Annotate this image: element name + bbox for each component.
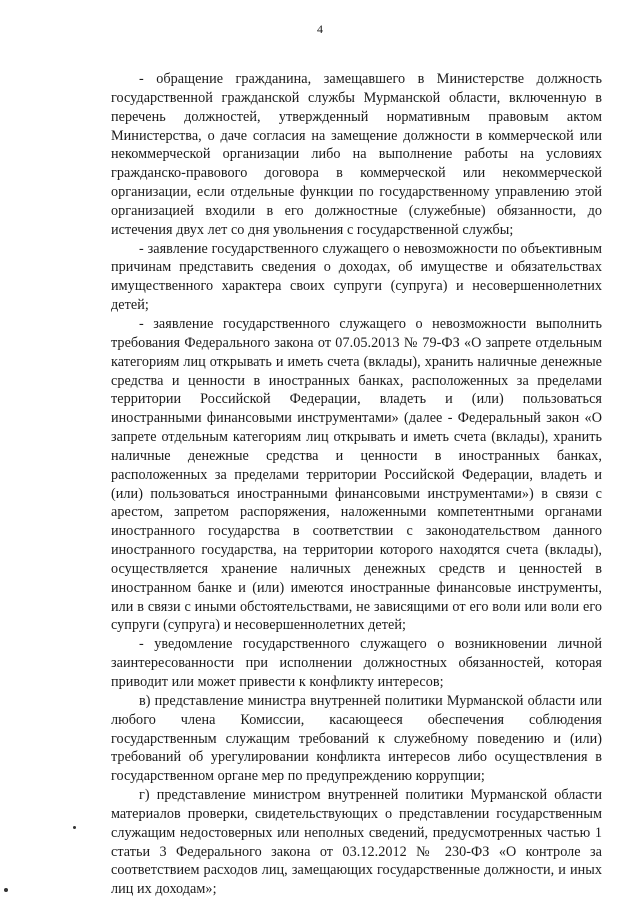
paragraph-item-g: г) представление министром внутренней политики Мурманской области материалов проверки, свидетельствующих о представлении государственным служащим недостоверных или неполных сведений, предусмотренных частью 1 статьи 3 Федерального закона от 03.12.2012 № 230-ФЗ «О контроле за соответствием расходов лиц, замещающих государственные должности, и иных лиц их доходам»; bbox=[111, 787, 602, 898]
paragraph-item-v: в) представление министра внутренней политики Мурманской области или любого члена Комиссии, касающееся обеспечения соблюдения государственным служащим требований к служебному поведению и (или) требований об урегулировании конфликта интересов либо осуществления в государственном органе мер по предупреждению коррупции; bbox=[111, 692, 602, 785]
scan-speck bbox=[4, 888, 8, 892]
page-number: 4 bbox=[317, 22, 323, 36]
scan-speck bbox=[73, 826, 76, 829]
paragraph-appeal-former-servant: - обращение гражданина, замещавшего в Министерстве должность государственной гражданской службы Мурманской области, включенную в перечень должностей, утвержденный нормативным правовым актом Министерства, о даче согласия на замещение должности в коммерческой или некоммерческой организации либо на выполнение работы на условиях гражданско-правового договора в коммерческой или некоммерческой организации, если отдельные функции по государственному управлению этой организацией входили в его должностные (служебные) обязанности, до истечения двух лет со дня увольнения с государственной службы; bbox=[111, 71, 602, 238]
paragraph-foreign-accounts-statement: - заявление государственного служащего о невозможности выполнить требования Федерального закона от 07.05.2013 № 79-ФЗ «О запрете отдельным категориям лиц открывать и иметь счета (вклады), хранить наличные денежные средства и ценности в иностранных банках, расположенных за пределами территории Российской Федерации, владеть и (или) пользоваться иностранными финансовыми инструментами» (далее - Федеральный закон «О запрете отдельным категориям лиц открывать и иметь счета (вклады), хранить наличные денежные средства и ценности в иностранных банках, расположенных за пределами территории Российской Федерации, владеть и (или) пользоваться иностранными финансовыми инструментами») в связи с арестом, запретом распоряжения, наложенными компетентными органами иностранного государства в соответствии с законодательством данного иностранного государства, на территории которого находятся счета (вклады), осуществляется хранение наличных денежных средств и ценностей в иностранном банке и (или) имеются иностранные финансовые инструменты, или в связи с иными обстоятельствами, не зависящими от его воли или воли его супруги (супруга) и несовершеннолетних детей; bbox=[111, 315, 602, 634]
paragraph-conflict-of-interest-notice: - уведомление государственного служащего о возникновении личной заинтересованности при исполнении должностных обязанностей, которая приводит или может привести к конфликту интересов; bbox=[111, 636, 602, 690]
paragraph-income-statement-impossibility: - заявление государственного служащего о невозможности по объективным причинам представить сведения о доходах, об имуществе и обязательствах имущественного характера своих супруги (супруга) и несовершеннолетних детей; bbox=[111, 240, 602, 314]
document-body bbox=[111, 70, 602, 899]
